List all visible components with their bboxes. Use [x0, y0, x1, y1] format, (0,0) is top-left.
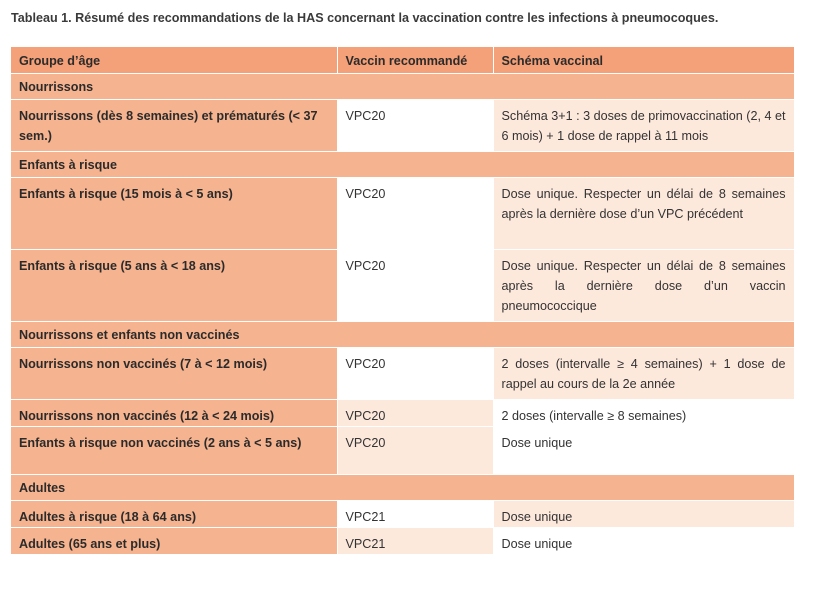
vaccine-cell: VPC21	[337, 501, 493, 528]
section-row	[11, 322, 794, 348]
section-row	[11, 152, 794, 178]
table-row	[11, 501, 794, 528]
section-title: Nourrissons	[11, 74, 794, 100]
vaccine-cell: VPC20	[337, 100, 493, 152]
column-header-age-group: Groupe d’âge	[11, 47, 337, 74]
age-group-cell: Adultes à risque (18 à 64 ans)	[11, 501, 337, 528]
column-header-vaccine: Vaccin recommandé	[337, 47, 493, 74]
table-caption: Tableau 1. Résumé des recommandations de la HAS concernant la vaccination contre les infections à pneumocoques.	[11, 11, 719, 25]
vaccine-cell: VPC21	[337, 528, 493, 555]
vaccine-cell: VPC20	[337, 400, 493, 427]
table-row	[11, 400, 794, 427]
table-row	[11, 528, 794, 555]
schedule-cell: Dose unique. Respecter un délai de 8 semaines après la dernière dose d’un vaccin pneumococcique	[493, 250, 794, 322]
schedule-cell: Dose unique. Respecter un délai de 8 semaines après la dernière dose d’un VPC précédent	[493, 178, 794, 250]
section-title: Adultes	[11, 475, 794, 501]
age-group-cell: Nourrissons (dès 8 semaines) et prématurés (< 37 sem.)	[11, 100, 337, 152]
section-row	[11, 475, 794, 501]
schedule-cell: 2 doses (intervalle ≥ 4 semaines) + 1 dose de rappel au cours de la 2e année	[493, 348, 794, 400]
table-row	[11, 348, 794, 400]
age-group-cell: Nourrissons non vaccinés (7 à < 12 mois)	[11, 348, 337, 400]
table-row	[11, 427, 794, 475]
table-row	[11, 250, 794, 322]
table-row	[11, 100, 794, 152]
vaccination-table	[11, 47, 795, 555]
vaccine-cell: VPC20	[337, 427, 493, 475]
age-group-cell: Enfants à risque (5 ans à < 18 ans)	[11, 250, 337, 322]
table-row	[11, 178, 794, 250]
age-group-cell: Enfants à risque non vaccinés (2 ans à < 5 ans)	[11, 427, 337, 475]
section-row	[11, 74, 794, 100]
age-group-cell: Nourrissons non vaccinés (12 à < 24 mois)	[11, 400, 337, 427]
section-title: Enfants à risque	[11, 152, 794, 178]
schedule-cell: Dose unique	[493, 528, 794, 555]
vaccine-cell: VPC20	[337, 250, 493, 322]
schedule-cell: Dose unique	[493, 501, 794, 528]
column-header-schedule: Schéma vaccinal	[493, 47, 794, 74]
schedule-cell: Dose unique	[493, 427, 794, 475]
schedule-cell: 2 doses (intervalle ≥ 8 semaines)	[493, 400, 794, 427]
schedule-cell: Schéma 3+1 : 3 doses de primovaccination (2, 4 et 6 mois) + 1 dose de rappel à 11 mois	[493, 100, 794, 152]
vaccine-cell: VPC20	[337, 348, 493, 400]
vaccine-cell: VPC20	[337, 178, 493, 250]
age-group-cell: Adultes (65 ans et plus)	[11, 528, 337, 555]
section-title: Nourrissons et enfants non vaccinés	[11, 322, 794, 348]
age-group-cell: Enfants à risque (15 mois à < 5 ans)	[11, 178, 337, 250]
table-header-row	[11, 47, 794, 74]
